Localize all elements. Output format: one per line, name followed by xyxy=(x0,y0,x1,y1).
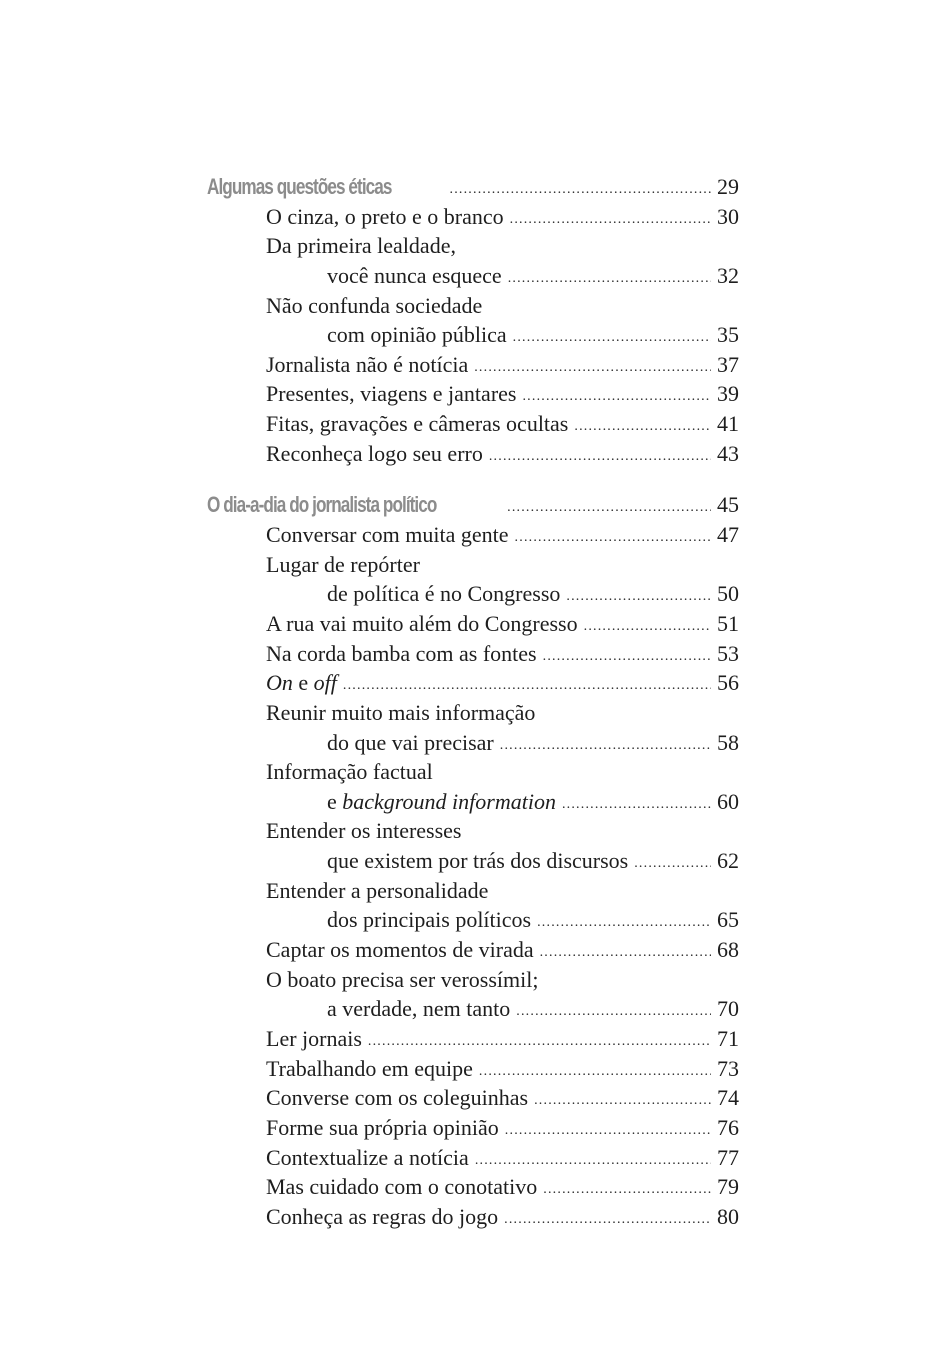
toc-entry[interactable] xyxy=(207,409,739,439)
entry-title-continuation: você nunca esquece xyxy=(327,262,502,288)
toc-entry-line-1[interactable] xyxy=(207,231,739,261)
toc-entry[interactable] xyxy=(207,1083,739,1113)
toc-entry[interactable] xyxy=(207,609,739,639)
dot-leader xyxy=(474,353,711,383)
page-number: 32 xyxy=(717,262,739,288)
entry-title: Captar os momentos de virada xyxy=(266,937,534,963)
toc-entry-line-1[interactable] xyxy=(207,816,739,846)
entry-title: Conversar com muita gente xyxy=(266,522,509,548)
entry-title-continuation: com opinião pública xyxy=(327,322,507,348)
entry-title-continuation: de política é no Congresso xyxy=(327,581,561,607)
dot-leader xyxy=(562,790,711,820)
toc-section-heading[interactable] xyxy=(207,172,739,202)
page-number: 30 xyxy=(717,203,739,229)
toc-entry-continuation[interactable] xyxy=(207,579,739,609)
dot-leader xyxy=(368,1027,711,1057)
toc-section xyxy=(207,172,739,468)
entry-title: Contextualize a notícia xyxy=(266,1144,469,1170)
dot-leader xyxy=(543,1175,711,1205)
toc-entry[interactable] xyxy=(207,639,739,669)
entry-title: Jornalista não é notícia xyxy=(266,351,469,377)
entry-title: Reunir muito mais informação xyxy=(266,699,536,725)
entry-title: Informação factual xyxy=(266,759,433,785)
dot-leader xyxy=(507,493,711,523)
toc-entry-line-1[interactable] xyxy=(207,876,739,906)
page-number: 39 xyxy=(717,381,739,407)
dot-leader xyxy=(508,264,711,294)
toc-entry-continuation[interactable] xyxy=(207,994,739,1024)
toc-entry-continuation[interactable] xyxy=(207,261,739,291)
toc-section-heading[interactable] xyxy=(207,490,739,520)
toc-entry[interactable] xyxy=(207,1024,739,1054)
page-number: 62 xyxy=(717,848,739,874)
dot-leader xyxy=(543,642,711,672)
dot-leader xyxy=(489,442,711,472)
entry-title xyxy=(266,668,337,698)
toc-entry-line-1[interactable] xyxy=(207,757,739,787)
page-number: 77 xyxy=(717,1144,739,1170)
entry-title-italic: off xyxy=(313,670,337,696)
entry-title: Trabalhando em equipe xyxy=(266,1055,473,1081)
toc-entry-continuation[interactable] xyxy=(207,905,739,935)
entry-title: Converse com os coleguinhas xyxy=(266,1085,529,1111)
dot-leader xyxy=(500,731,711,761)
entry-title: Mas cuidado com o conotativo xyxy=(266,1174,538,1200)
toc-entry-continuation[interactable] xyxy=(207,320,739,350)
entry-title: Da primeira lealdade, xyxy=(266,233,456,259)
toc-entry[interactable] xyxy=(207,1172,739,1202)
dot-leader xyxy=(475,1146,711,1176)
table-of-contents xyxy=(207,172,739,1231)
entry-title: Entender os interesses xyxy=(266,818,462,844)
page-number: 74 xyxy=(717,1085,739,1111)
toc-entry-continuation[interactable] xyxy=(207,728,739,758)
dot-leader xyxy=(537,908,711,938)
page-number: 29 xyxy=(717,174,739,199)
toc-entry[interactable] xyxy=(207,1202,739,1232)
dot-leader xyxy=(510,205,711,235)
page-number: 41 xyxy=(717,411,739,437)
toc-entry-continuation[interactable] xyxy=(207,787,739,817)
entry-title-italic: On xyxy=(266,670,293,696)
dot-leader xyxy=(634,849,711,879)
entry-title-continuation: que existem por trás dos discursos xyxy=(327,848,629,874)
page-number: 76 xyxy=(717,1114,739,1140)
dot-leader xyxy=(343,671,711,701)
dot-leader xyxy=(515,523,711,553)
toc-entry-line-1[interactable] xyxy=(207,698,739,728)
page-number: 45 xyxy=(717,492,739,518)
page-number: 60 xyxy=(717,788,739,814)
page-number: 56 xyxy=(717,670,739,696)
entry-title: Lugar de repórter xyxy=(266,551,420,577)
dot-leader xyxy=(516,997,711,1027)
dot-leader xyxy=(513,323,711,353)
page-number: 80 xyxy=(717,1203,739,1229)
toc-entry-line-1[interactable] xyxy=(207,550,739,580)
toc-entry[interactable] xyxy=(207,520,739,550)
entry-title-italic: background information xyxy=(342,788,556,814)
toc-entry[interactable] xyxy=(207,935,739,965)
toc-entry[interactable] xyxy=(207,379,739,409)
page-number: 50 xyxy=(717,581,739,607)
toc-entry[interactable] xyxy=(207,202,739,232)
entry-title: Reconheça logo seu erro xyxy=(266,440,483,466)
entry-title: Ler jornais xyxy=(266,1025,362,1051)
toc-entry[interactable] xyxy=(207,1143,739,1173)
page-number: 53 xyxy=(717,640,739,666)
entry-title: Na corda bamba com as fontes xyxy=(266,640,537,666)
dot-leader xyxy=(574,412,711,442)
toc-entry[interactable] xyxy=(207,350,739,380)
toc-entry[interactable] xyxy=(207,1054,739,1084)
page-number: 79 xyxy=(717,1174,739,1200)
entry-title: O boato precisa ser verossímil; xyxy=(266,966,539,992)
entry-title: Entender a personalidade xyxy=(266,877,489,903)
page-number: 43 xyxy=(717,440,739,466)
page-number: 37 xyxy=(717,351,739,377)
dot-leader xyxy=(479,1057,711,1087)
dot-leader xyxy=(566,582,711,612)
toc-entry-line-1[interactable] xyxy=(207,291,739,321)
entry-title-continuation xyxy=(327,787,556,817)
entry-title: Forme sua própria opinião xyxy=(266,1114,499,1140)
entry-title-roman: e xyxy=(327,788,343,814)
page-number: 58 xyxy=(717,729,739,755)
toc-entry[interactable] xyxy=(207,1113,739,1143)
entry-title-roman: e xyxy=(292,670,314,696)
toc-entry-line-1[interactable] xyxy=(207,965,739,995)
page-number: 70 xyxy=(717,996,739,1022)
dot-leader xyxy=(522,382,711,412)
entry-title: Fitas, gravações e câmeras ocultas xyxy=(266,411,569,437)
dot-leader xyxy=(504,1205,711,1235)
toc-entry-continuation[interactable] xyxy=(207,846,739,876)
toc-section xyxy=(207,490,739,1231)
page-number: 47 xyxy=(717,522,739,548)
entry-title-continuation: dos principais políticos xyxy=(327,907,532,933)
dot-leader xyxy=(584,612,711,642)
dot-leader xyxy=(534,1086,711,1116)
page-number: 65 xyxy=(717,907,739,933)
page-number: 51 xyxy=(717,610,739,636)
dot-leader xyxy=(450,175,712,205)
page-number: 35 xyxy=(717,322,739,348)
toc-entry[interactable] xyxy=(207,439,739,469)
entry-title-continuation: a verdade, nem tanto xyxy=(327,996,511,1022)
page-number: 73 xyxy=(717,1055,739,1081)
section-title: O dia-a-dia do jornalista político xyxy=(207,492,437,518)
section-title: Algumas questões éticas xyxy=(207,174,392,199)
toc-entry[interactable] xyxy=(207,668,739,698)
entry-title-continuation: do que vai precisar xyxy=(327,729,494,755)
page-number: 71 xyxy=(717,1025,739,1051)
entry-title: O cinza, o preto e o branco xyxy=(266,203,504,229)
entry-title: A rua vai muito além do Congresso xyxy=(266,610,578,636)
dot-leader xyxy=(540,938,711,968)
entry-title: Não confunda sociedade xyxy=(266,292,483,318)
entry-title: Presentes, viagens e jantares xyxy=(266,381,517,407)
page-number: 68 xyxy=(717,937,739,963)
dot-leader xyxy=(505,1116,711,1146)
entry-title: Conheça as regras do jogo xyxy=(266,1203,499,1229)
